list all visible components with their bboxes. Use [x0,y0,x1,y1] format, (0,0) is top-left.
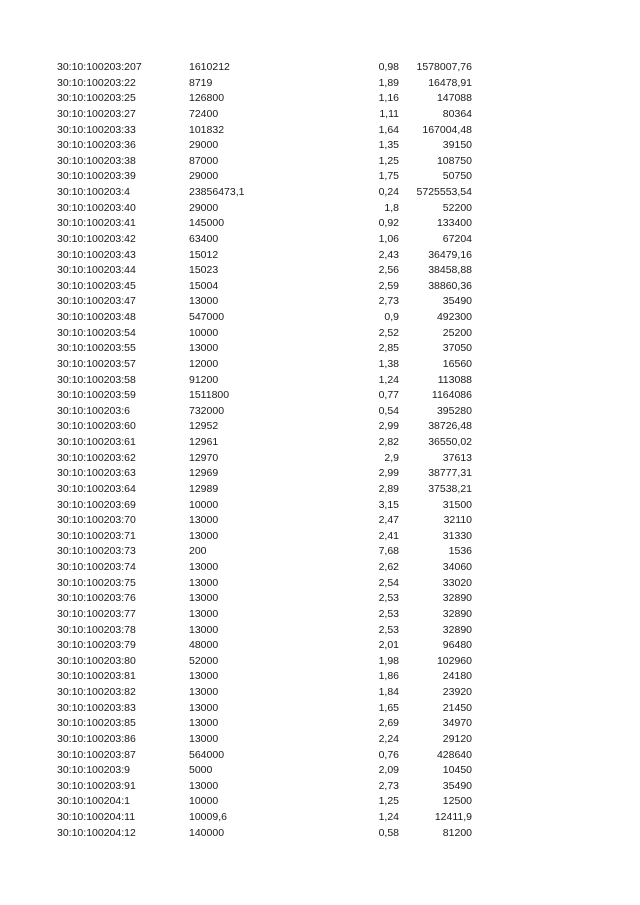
table-row [0,451,640,467]
cadastral-number-cell: 30:10:100203:25 [57,92,136,105]
table-row [0,248,640,264]
value-cell: 38860,36 [428,279,472,292]
cadastral-number-cell: 30:10:100203:40 [57,201,136,214]
cadastral-number-cell: 30:10:100204:12 [57,826,136,839]
cadastral-number-cell: 30:10:100203:74 [57,561,136,573]
rate-cell: 2,54 [378,576,399,589]
table-row [0,263,640,279]
cadastral-number-cell: 30:10:100203:83 [57,701,136,714]
rate-cell: 1,38 [378,357,399,370]
table-row [0,138,640,154]
cadastral-number-cell: 30:10:100203:69 [57,498,136,511]
value-cell: 492300 [436,311,472,323]
area-cell: 13000 [189,701,219,714]
table-row [0,326,640,342]
cadastral-number-cell: 30:10:100203:45 [57,279,136,292]
rate-cell: 2,85 [378,342,399,355]
rate-cell: 2,9 [384,451,399,464]
cadastral-number-cell: 30:10:100203:54 [57,326,136,339]
rate-cell: 2,53 [378,607,399,620]
value-cell: 35490 [442,295,472,308]
area-cell: 52000 [189,654,219,667]
rate-cell: 1,25 [378,795,399,808]
cadastral-number-cell: 30:10:100203:36 [57,139,136,152]
table-row [0,794,640,810]
rate-cell: 2,73 [378,295,399,308]
rate-cell: 0,98 [378,61,399,73]
area-cell: 29000 [189,170,219,183]
rate-cell: 1,84 [378,686,399,698]
rate-cell: 2,62 [378,561,399,573]
area-cell: 5000 [189,764,213,777]
rate-cell: 1,98 [378,654,399,667]
area-cell: 15004 [189,279,219,292]
table-row [0,560,640,576]
table-row [0,91,640,107]
area-cell: 13000 [189,717,219,730]
area-cell: 87000 [189,154,219,167]
cadastral-number-cell: 30:10:100204:11 [57,811,136,823]
area-cell: 23856473,1 [189,186,245,198]
cadastral-number-cell: 30:10:100203:39 [57,170,136,183]
rate-cell: 1,64 [378,123,399,136]
value-cell: 12500 [442,795,472,808]
table-row [0,763,640,779]
cadastral-number-cell: 30:10:100203:38 [57,154,136,167]
cadastral-number-cell: 30:10:100204:1 [57,795,130,808]
area-cell: 1610212 [189,61,230,73]
cadastral-number-cell: 30:10:100203:6 [57,404,130,417]
cadastral-number-cell: 30:10:100203:42 [57,232,136,245]
area-cell: 15012 [189,248,219,261]
table-row [0,185,640,201]
area-cell: 72400 [189,107,219,120]
value-cell: 38458,88 [428,264,472,277]
value-cell: 32890 [442,607,472,620]
table-row [0,576,640,592]
area-cell: 13000 [189,732,219,745]
cadastral-number-cell: 30:10:100203:77 [57,607,136,620]
value-cell: 1536 [448,545,472,558]
table-row [0,341,640,357]
cadastral-number-cell: 30:10:100203:60 [57,420,136,433]
table-row [0,294,640,310]
value-cell: 16478,91 [428,76,472,89]
rate-cell: 1,25 [378,154,399,167]
area-cell: 145000 [189,217,225,230]
area-cell: 13000 [189,529,219,542]
table-row [0,107,640,123]
table-row [0,123,640,139]
value-cell: 52200 [442,201,472,214]
cadastral-number-cell: 30:10:100203:43 [57,248,136,261]
area-cell: 547000 [189,311,225,323]
table-row [0,498,640,514]
rate-cell: 0,77 [378,389,399,402]
cadastral-number-cell: 30:10:100203:80 [57,654,136,667]
rate-cell: 2,41 [378,529,399,542]
area-cell: 12000 [189,357,219,370]
value-cell: 80364 [442,107,472,120]
table-row [0,357,640,373]
value-cell: 36550,02 [428,436,472,448]
rate-cell: 1,8 [384,201,399,214]
area-cell: 564000 [189,748,225,761]
cadastral-number-cell: 30:10:100203:63 [57,467,136,480]
area-cell: 732000 [189,404,225,417]
rate-cell: 0,54 [378,404,399,417]
table-row [0,60,640,76]
area-cell: 15023 [189,264,219,277]
area-cell: 200 [189,545,207,558]
rate-cell: 2,43 [378,248,399,261]
rate-cell: 3,15 [378,498,399,511]
rate-cell: 0,9 [384,311,399,323]
value-cell: 24180 [442,670,472,683]
value-cell: 37538,21 [428,482,472,495]
rate-cell: 2,52 [378,326,399,339]
table-row [0,76,640,92]
rate-cell: 2,99 [378,467,399,480]
cadastral-number-cell: 30:10:100203:86 [57,732,136,745]
value-cell: 133400 [436,217,472,230]
area-cell: 13000 [189,576,219,589]
table-row [0,529,640,545]
data-table [0,60,640,841]
cadastral-number-cell: 30:10:100203:47 [57,295,136,308]
rate-cell: 1,11 [379,107,399,120]
cadastral-number-cell: 30:10:100203:4 [57,186,130,198]
table-row [0,623,640,639]
value-cell: 39150 [442,139,472,152]
cadastral-number-cell: 30:10:100203:48 [57,311,136,323]
rate-cell: 2,24 [378,732,399,745]
table-row [0,154,640,170]
cadastral-number-cell: 30:10:100203:41 [57,217,136,230]
rate-cell: 2,53 [378,592,399,605]
table-row [0,404,640,420]
rate-cell: 0,76 [378,748,399,761]
value-cell: 36479,16 [428,248,472,261]
rate-cell: 1,89 [378,76,399,89]
rate-cell: 1,86 [378,670,399,683]
area-cell: 10009,6 [189,811,227,823]
area-cell: 140000 [189,826,225,839]
rate-cell: 0,24 [378,186,399,198]
area-cell: 101832 [189,123,225,136]
area-cell: 12961 [189,436,219,448]
cadastral-number-cell: 30:10:100203:33 [57,123,136,136]
rate-cell: 2,69 [378,717,399,730]
rate-cell: 2,59 [378,279,399,292]
table-row [0,279,640,295]
value-cell: 31330 [442,529,472,542]
cadastral-number-cell: 30:10:100203:70 [57,514,136,527]
value-cell: 34970 [442,717,472,730]
rate-cell: 1,35 [378,139,399,152]
value-cell: 167004,48 [422,123,472,136]
cadastral-number-cell: 30:10:100203:59 [57,389,136,402]
value-cell: 32110 [443,514,472,527]
rate-cell: 1,75 [378,170,399,183]
rate-cell: 1,24 [378,373,399,386]
area-cell: 13000 [189,592,219,605]
value-cell: 395280 [436,404,472,417]
area-cell: 8719 [189,76,213,89]
cadastral-number-cell: 30:10:100203:64 [57,482,136,495]
table-row [0,669,640,685]
cadastral-number-cell: 30:10:100203:71 [57,529,136,542]
cadastral-number-cell: 30:10:100203:58 [57,373,136,386]
area-cell: 63400 [189,232,219,245]
rate-cell: 2,89 [378,482,399,495]
table-row [0,310,640,326]
cadastral-number-cell: 30:10:100203:81 [57,670,136,683]
area-cell: 13000 [189,686,219,698]
value-cell: 12411,9 [434,811,472,823]
area-cell: 12989 [189,482,219,495]
cadastral-number-cell: 30:10:100203:82 [57,686,136,698]
table-row [0,638,640,654]
area-cell: 12970 [189,451,219,464]
table-row [0,685,640,701]
area-cell: 10000 [189,498,219,511]
cadastral-number-cell: 30:10:100203:22 [57,76,136,89]
table-row [0,232,640,248]
value-cell: 428640 [436,748,472,761]
table-row [0,701,640,717]
area-cell: 13000 [189,607,219,620]
area-cell: 10000 [189,326,219,339]
value-cell: 38777,31 [428,467,472,480]
table-row [0,216,640,232]
value-cell: 29120 [442,732,472,745]
value-cell: 34060 [442,561,472,573]
area-cell: 13000 [189,623,219,636]
rate-cell: 2,09 [378,764,399,777]
value-cell: 113088 [437,373,472,386]
area-cell: 10000 [189,795,219,808]
value-cell: 32890 [442,592,472,605]
rate-cell: 2,47 [378,514,399,527]
cadastral-number-cell: 30:10:100203:87 [57,748,136,761]
cadastral-number-cell: 30:10:100203:57 [57,357,136,370]
cadastral-number-cell: 30:10:100203:85 [57,717,136,730]
area-cell: 126800 [189,92,225,105]
value-cell: 23920 [442,686,472,698]
value-cell: 81200 [442,826,472,839]
area-cell: 13000 [189,295,219,308]
rate-cell: 0,58 [378,826,399,839]
table-row [0,388,640,404]
cadastral-number-cell: 30:10:100203:27 [57,107,136,120]
cadastral-number-cell: 30:10:100203:9 [57,764,130,777]
table-row [0,716,640,732]
table-row [0,466,640,482]
cadastral-number-cell: 30:10:100203:78 [57,623,136,636]
value-cell: 25200 [442,326,472,339]
table-row [0,779,640,795]
value-cell: 108750 [436,154,472,167]
cadastral-number-cell: 30:10:100203:55 [57,342,136,355]
value-cell: 16560 [442,357,472,370]
rate-cell: 2,82 [378,436,399,448]
value-cell: 1578007,76 [416,61,472,73]
area-cell: 13000 [189,670,219,683]
area-cell: 12969 [189,467,219,480]
rate-cell: 2,99 [378,420,399,433]
rate-cell: 7,68 [378,545,399,558]
table-row [0,748,640,764]
area-cell: 29000 [189,201,219,214]
table-row [0,419,640,435]
cadastral-number-cell: 30:10:100203:79 [57,639,136,652]
rate-cell: 1,16 [378,92,399,105]
value-cell: 31500 [442,498,472,511]
cadastral-number-cell: 30:10:100203:91 [57,779,136,792]
rate-cell: 2,56 [378,264,399,277]
area-cell: 13000 [189,779,219,792]
area-cell: 1511800 [189,389,230,402]
cadastral-number-cell: 30:10:100203:61 [57,436,136,448]
value-cell: 37050 [442,342,472,355]
value-cell: 67204 [442,232,472,245]
cadastral-number-cell: 30:10:100203:73 [57,545,136,558]
area-cell: 12952 [189,420,219,433]
value-cell: 32890 [442,623,472,636]
area-cell: 13000 [189,342,219,355]
area-cell: 91200 [189,373,219,386]
table-row [0,201,640,217]
value-cell: 10450 [442,764,472,777]
cadastral-number-cell: 30:10:100203:44 [57,264,136,277]
cadastral-number-cell: 30:10:100203:62 [57,451,136,464]
rate-cell: 1,24 [378,811,399,823]
rate-cell: 2,53 [378,623,399,636]
table-row [0,654,640,670]
table-row [0,373,640,389]
table-row [0,513,640,529]
value-cell: 1164086 [431,389,472,402]
value-cell: 21450 [442,701,472,714]
table-row [0,435,640,451]
cadastral-number-cell: 30:10:100203:75 [57,576,136,589]
rate-cell: 1,06 [378,232,399,245]
cadastral-number-cell: 30:10:100203:207 [57,61,142,73]
value-cell: 50750 [442,170,472,183]
rate-cell: 0,92 [378,217,399,230]
area-cell: 29000 [189,139,219,152]
table-row [0,607,640,623]
table-row [0,732,640,748]
table-row [0,482,640,498]
value-cell: 147088 [436,92,472,105]
area-cell: 48000 [189,639,219,652]
value-cell: 38726,48 [428,420,472,433]
table-row [0,544,640,560]
value-cell: 96480 [442,639,472,652]
table-row [0,826,640,842]
rate-cell: 2,73 [378,779,399,792]
table-row [0,591,640,607]
rate-cell: 1,65 [378,701,399,714]
value-cell: 5725553,54 [416,186,472,198]
rate-cell: 2,01 [378,639,399,652]
table-row [0,810,640,826]
cadastral-number-cell: 30:10:100203:76 [57,592,136,605]
table-row [0,169,640,185]
value-cell: 102960 [436,654,472,667]
value-cell: 33020 [442,576,472,589]
value-cell: 37613 [442,451,472,464]
value-cell: 35490 [442,779,472,792]
area-cell: 13000 [189,561,219,573]
area-cell: 13000 [189,514,219,527]
